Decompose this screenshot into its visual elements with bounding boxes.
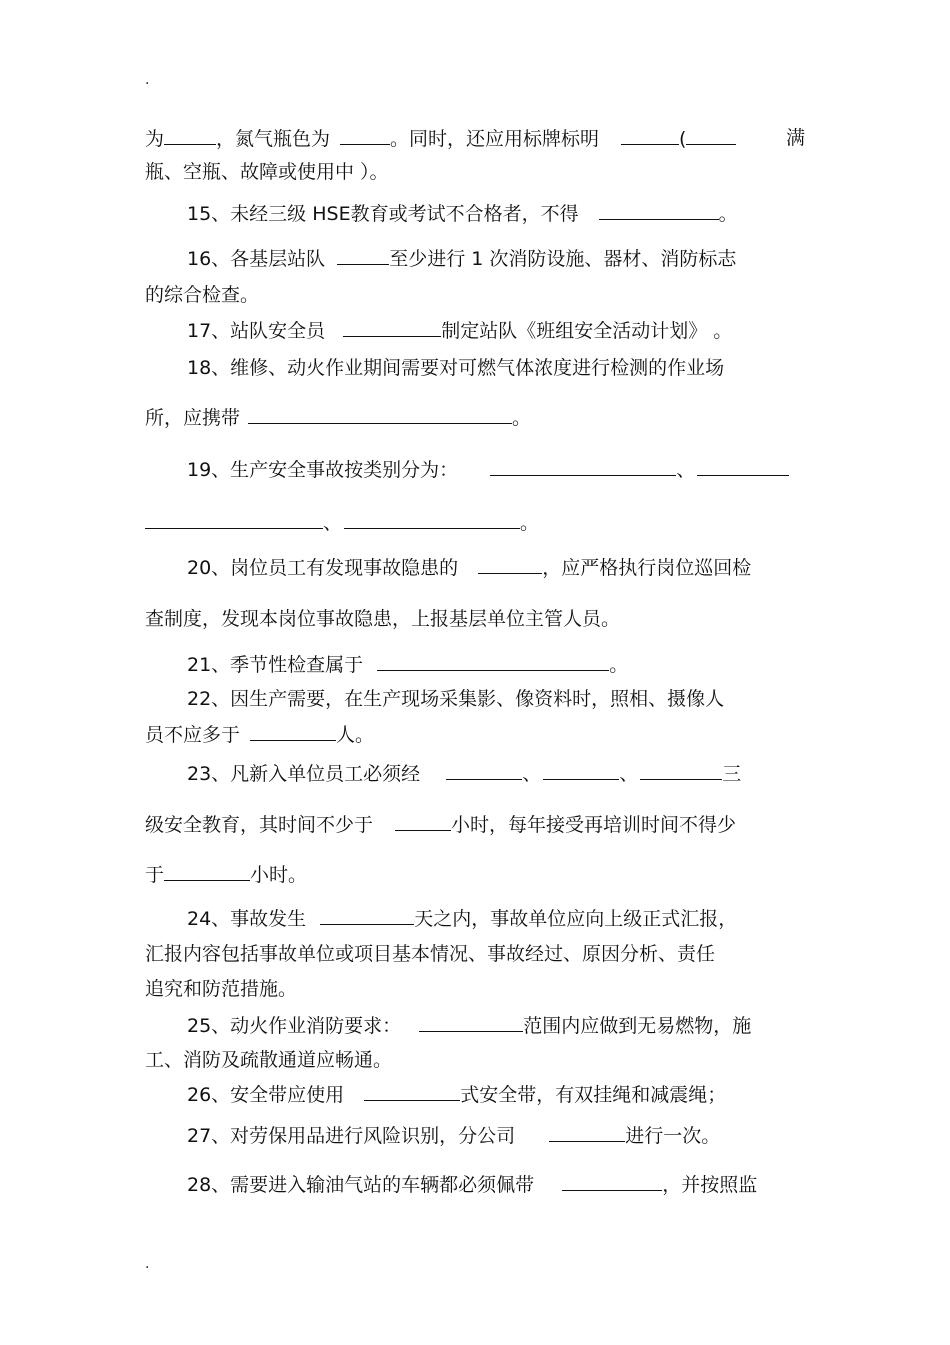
q23-text-b: 三 <box>722 763 742 785</box>
blank[interactable] <box>340 126 390 145</box>
q22-end: 人。 <box>336 724 375 746</box>
blank[interactable] <box>490 457 676 476</box>
blank[interactable] <box>344 510 520 529</box>
blank[interactable] <box>377 652 609 671</box>
question-23 <box>187 761 741 786</box>
q24-text-c: 汇报内容包括事故单位或项目基本情况、事故经过、原因分析、责任 <box>145 943 716 965</box>
q23-sep: 、 <box>619 763 639 785</box>
question-26 <box>187 1082 726 1107</box>
question-20 <box>187 555 751 580</box>
blank[interactable] <box>395 812 451 831</box>
q22-continued <box>145 722 374 747</box>
q14-text-e: 满 <box>786 127 806 149</box>
q17-text-a: 17、站队安全员 <box>187 320 326 342</box>
q23-sep: 、 <box>522 763 542 785</box>
q19-sep: 、 <box>676 459 696 481</box>
q21-end: 。 <box>609 654 629 676</box>
question-17 <box>187 318 732 343</box>
q20-text-a: 20、岗位员工有发现事故隐患的 <box>187 557 459 579</box>
q14-text-f: 瓶、空瓶、故障或使用中 ）。 <box>145 161 389 183</box>
blank[interactable] <box>364 1082 460 1101</box>
q23-text-e: 于 <box>145 864 165 886</box>
page-mark-top: . <box>145 72 150 88</box>
blank[interactable] <box>320 906 414 925</box>
blank[interactable] <box>478 555 542 574</box>
q23-text-a: 23、凡新入单位员工必须经 <box>187 763 421 785</box>
q25-text-a: 25、动火作业消防要求： <box>187 1015 402 1037</box>
page-mark-bottom: . <box>145 1256 150 1272</box>
question-21 <box>187 652 628 677</box>
q26-text-b: 式安全带，有双挂绳和减震绳； <box>460 1084 727 1106</box>
blank[interactable] <box>164 862 250 881</box>
q27-text-a: 27、对劳保用品进行风险识别，分公司 <box>187 1125 516 1147</box>
blank[interactable] <box>248 405 512 424</box>
q19-continued <box>145 510 539 535</box>
question-25 <box>187 1013 751 1038</box>
q24-text-d: 追究和防范措施。 <box>145 978 298 1000</box>
q23-continued <box>145 812 736 837</box>
q25-text-b: 范围内应做到无易燃物，施 <box>523 1015 752 1037</box>
q18-end: 。 <box>512 407 532 429</box>
q20-text-c: 查制度，发现本岗位事故隐患，上报基层单位主管人员。 <box>145 608 621 630</box>
q18-answer-line <box>145 405 531 430</box>
blank[interactable] <box>250 722 336 741</box>
q23-text-c: 级安全教育，其时间不少于 <box>145 814 374 836</box>
q21-text: 21、季节性检查属于 <box>187 654 364 676</box>
blank[interactable] <box>640 761 722 780</box>
question-24 <box>187 906 737 931</box>
blank[interactable] <box>543 761 619 780</box>
q19-end: 。 <box>520 512 540 534</box>
q18-text: 所，应携带 <box>145 407 241 429</box>
blank[interactable] <box>446 761 522 780</box>
blank[interactable] <box>164 126 216 145</box>
blank[interactable] <box>419 1013 523 1032</box>
question-22: 22、因生产需要，在生产现场采集影、像资料时，照相、摄像人 <box>187 688 725 710</box>
question-16 <box>187 246 736 271</box>
question-19 <box>187 457 789 482</box>
q22-text: 员不应多于 <box>145 724 241 746</box>
question-27 <box>187 1123 720 1148</box>
q28-text-b: ，并按照监 <box>662 1174 758 1196</box>
q16-text-b: 至少进行 1 次消防设施、器材、消防标志 <box>389 248 737 270</box>
question-18: 18、维修、动火作业期间需要对可燃气体浓度进行检测的作业场 <box>187 357 725 379</box>
q25-text-c: 工、消防及疏散通道应畅通。 <box>145 1049 393 1071</box>
q23-text-d: 小时，每年接受再培训时间不得少 <box>451 814 737 836</box>
q20-text-b: ，应严格执行岗位巡回检 <box>542 557 752 579</box>
blank[interactable] <box>599 201 719 220</box>
q26-text-a: 26、安全带应使用 <box>187 1084 345 1106</box>
blank[interactable] <box>337 246 389 265</box>
q24-text-b: 天之内，事故单位应向上级正式汇报， <box>414 908 738 930</box>
blank[interactable] <box>145 510 323 529</box>
q15-end: 。 <box>718 203 738 225</box>
q14-text-b: ，氮气瓶色为 <box>216 128 331 150</box>
q14-text-c: 。同时，还应用标牌标明 <box>390 128 600 150</box>
blank[interactable] <box>562 1172 662 1191</box>
q23-end: 小时。 <box>250 864 308 886</box>
q23-continued-2 <box>145 862 307 887</box>
blank[interactable] <box>343 318 441 337</box>
blank[interactable] <box>697 457 789 476</box>
q24-text-a: 24、事故发生 <box>187 908 307 930</box>
q19-text: 19、生产安全事故按类别分为： <box>187 459 459 481</box>
q19-sep: 、 <box>323 512 343 534</box>
q14-continued-line <box>145 126 736 151</box>
q16-text-c: 的综合检查。 <box>145 284 260 306</box>
q15-text: 15、未经三级 HSE教育或考试不合格者，不得 <box>187 203 579 225</box>
q14-text-d: ( <box>679 128 687 150</box>
q16-text-a: 16、各基层站队 <box>187 248 326 270</box>
q27-text-b: 进行一次。 <box>625 1125 721 1147</box>
blank[interactable] <box>686 126 736 145</box>
question-15 <box>187 201 738 226</box>
q17-text-b: 制定站队《班组安全活动计划》 。 <box>441 320 733 342</box>
question-28 <box>187 1172 757 1197</box>
blank[interactable] <box>549 1123 625 1142</box>
q14-text-a: 为 <box>145 128 165 150</box>
q28-text-a: 28、需要进入输油气站的车辆都必须佩带 <box>187 1174 535 1196</box>
blank[interactable] <box>621 126 679 145</box>
